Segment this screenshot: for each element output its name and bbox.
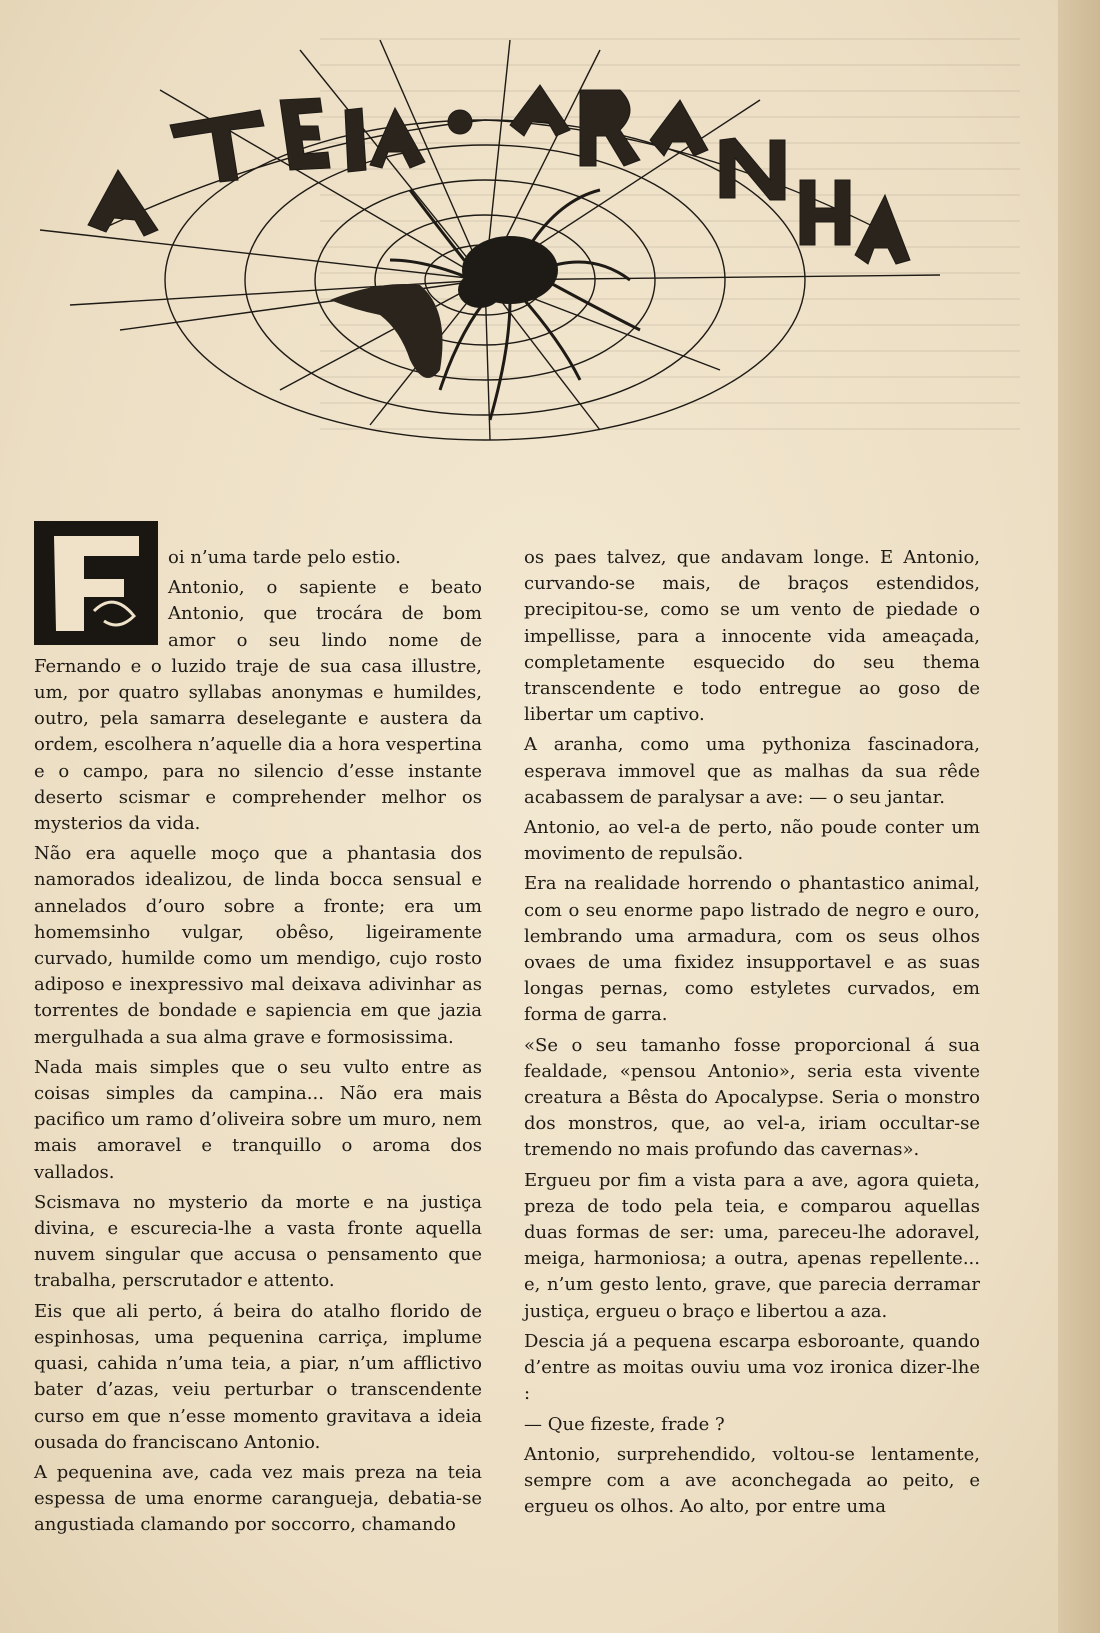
column-right: [524, 545, 980, 1520]
paragraph-4: Nada mais simples que o seu vulto entre as coisas simples da campina... Não era mais pacifico um ramo d’oliveira sobre um muro, nem mais amoravel e tranquillo o aroma dos vallados.: [34, 1056, 482, 1183]
paragraph-11: Era na realidade horrendo o phantastico animal, com o seu enorme papo listrado de negro e ouro, lembrando uma armadura, com os seus olhos ovaes de uma fixidez insupportavel e as suas longas pernas, como estyletes curvados, em forma de garra.: [524, 873, 980, 1026]
paragraph-7: A pequenina ave, cada vez mais preza na teia espessa de uma enorme carangueja, debatia-se angustiada clamando por soccorro, chamando: [34, 1461, 482, 1536]
paragraph-5: Scismava no mysterio da morte e na justiça divina, e escurecia-lhe a vasta fronte aquella nuvem singular que accusa o pensamento que trabalha, perscrutador e attento.: [34, 1191, 482, 1292]
spider-web-title-illustration: [40, 30, 1000, 450]
paragraph-14: Descia já a pequena escarpa esboroante, quando d’entre as moitas ouviu uma voz ironica dizer-lhe :: [524, 1330, 980, 1405]
paragraph-15: — Que fizeste, frade ?: [524, 1413, 725, 1435]
column-left: [34, 545, 482, 1539]
paragraph-13: Ergueu por fim a vista para a ave, agora quieta, preza de todo pela teia, e comparou aquellas duas formas de ser: uma, pareceu-lhe adoravel, meiga, harmoniosa; a outra, apenas repellente... e, n’um gesto lento, grave, que parecia derramar justiça, ergueu o braço e libertou a aza.: [524, 1169, 980, 1322]
paragraph-3: Não era aquelle moço que a phantasia dos namorados idealizou, de linda bocca sensual e annelados d’ouro sobre a fronte; era um homemsinho vulgar, obêso, ligeiramente curvado, humilde como um mendigo, cujo rosto adiposo e inexpressivo mal deixava adivinhar as torrentes de bondade e sapiencia em que jazia mergulhada a sua alma grave e formosissima.: [34, 843, 482, 1048]
paragraph-1: oi n’uma tarde pelo estio.: [168, 547, 401, 568]
paragraph-9: A aranha, como uma pythoniza fascinadora, esperava immovel que as malhas da sua rêde acabassem de paralysar a ave: — o seu jantar.: [524, 734, 980, 808]
page-gutter: [1058, 0, 1100, 1633]
paragraph-2: Antonio, o sapiente e beato Antonio, que trocára de bom amor o seu lindo nome de Fernando e o luzido traje de sua casa illustre, um, por quatro syllabas anonymas e humildes, outro, pela samarra deselegante e austera da ordem, escolhera n’aquelle dia a hora vespertina e o campo, para no silencio d’esse instante deserto scismar e comprehender melhor os mysterios da vida.: [34, 577, 482, 835]
paragraph-8: os paes talvez, que andavam longe. E Antonio, curvando-se mais, de braços estendidos, precipitou-se, como se um vento de piedade o impellisse, para a innocente vida ameaçada, completamente esquecido do seu thema transcendente e todo entregue ao goso de libertar um captivo.: [524, 547, 980, 726]
paragraph-10: Antonio, ao vel-a de perto, não poude conter um movimento de repulsão.: [524, 817, 980, 865]
paragraph-16: Antonio, surprehendido, voltou-se lentamente, sempre com a ave aconchegada ao peito, e ergueu os olhos. Ao alto, por entre uma: [524, 1443, 980, 1518]
paragraph-12: «Se o seu tamanho fosse proporcional á sua fealdade, «pensou Antonio», seria esta vivente creatura a Bêsta do Apocalypse. Seria o monstro dos monstros, que, ao vel-a, iriam occultar-se tremendo no mais profundo das cavernas».: [524, 1034, 980, 1161]
drop-cap-f: [34, 521, 158, 645]
paragraph-6: Eis que ali perto, á beira do atalho florido de espinhosas, uma pequenina carriça, implume quasi, cahida n’uma teia, a piar, n’um afflictivo bater d’azas, veiu perturbar o transcendente curso em que n’esse momento gravitava a ideia ousada do franciscano Antonio.: [34, 1300, 482, 1453]
